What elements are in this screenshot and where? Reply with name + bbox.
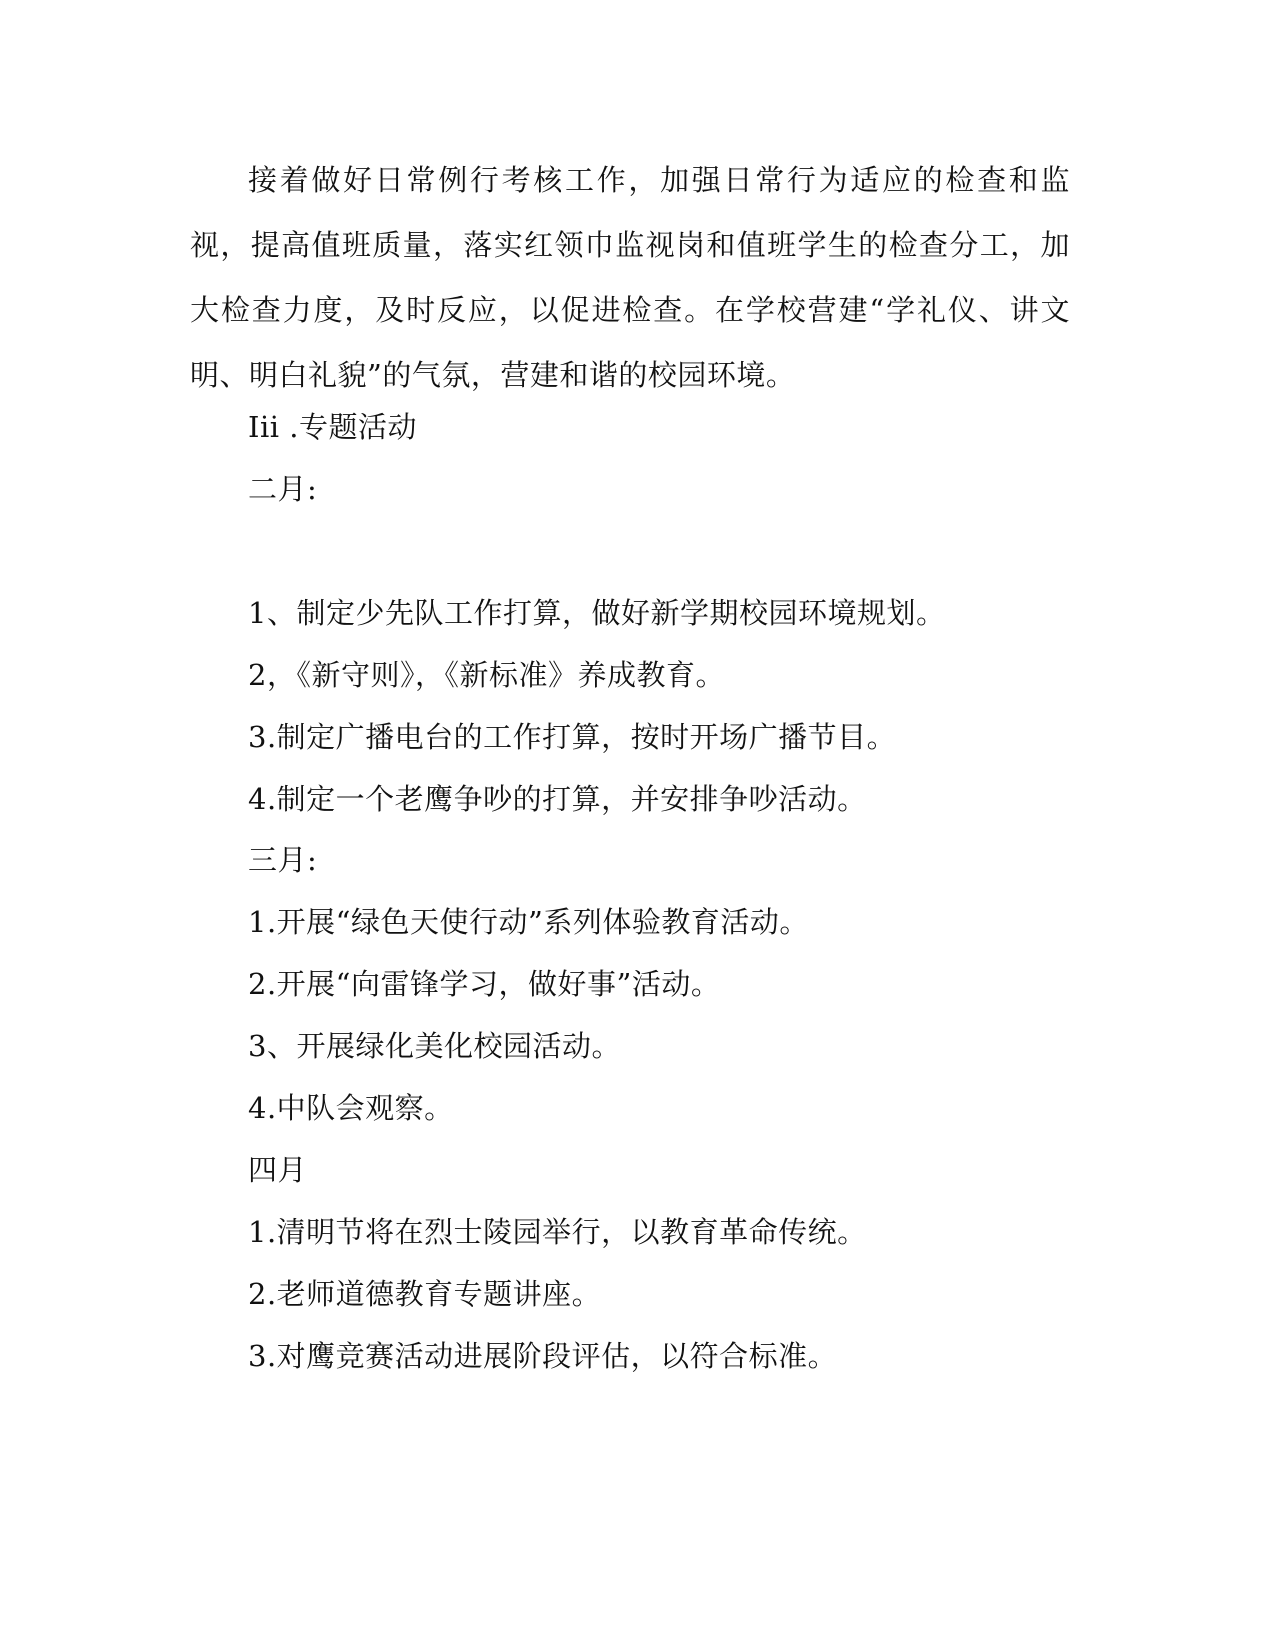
march-item: 1.开展“绿色天使行动”系列体验教育活动。 (248, 905, 809, 939)
february-item: 1、制定少先队工作打算，做好新学期校园环境规划。 (248, 596, 946, 630)
intro-paragraph: 接着做好日常例行考核工作，加强日常行为适应的检查和监视，提高值班质量，落实红领巾监视岗和值班学生的检查分工，加大检查力度，及时反应，以促进检查。在学校营建“学礼仪、讲文明、明白礼貌”的气氛，营建和谐的校园环境。 (190, 163, 1070, 392)
march-heading: 三月: (248, 843, 318, 877)
february-item: 2，《新守则》，《新标准》养成教育。 (248, 658, 725, 692)
april-item: 3.对鹰竞赛活动进展阶段评估，以符合标准。 (248, 1339, 838, 1373)
section-heading: Iii .专题活动 (248, 410, 417, 444)
february-heading: 二月: (248, 472, 318, 506)
march-item: 2.开展“向雷锋学习，做好事”活动。 (248, 967, 721, 1001)
march-item: 4.中队会观察。 (248, 1091, 454, 1125)
february-item: 3.制定广播电台的工作打算，按时开场广播节目。 (248, 720, 897, 754)
april-item: 2.老师道德教育专题讲座。 (248, 1277, 602, 1311)
february-item: 4.制定一个老鹰争吵的打算，并安排争吵活动。 (248, 782, 867, 816)
march-item: 3、开展绿化美化校园活动。 (248, 1029, 621, 1063)
april-item: 1.清明节将在烈士陵园举行，以教育革命传统。 (248, 1215, 867, 1249)
april-heading: 四月 (248, 1153, 308, 1187)
